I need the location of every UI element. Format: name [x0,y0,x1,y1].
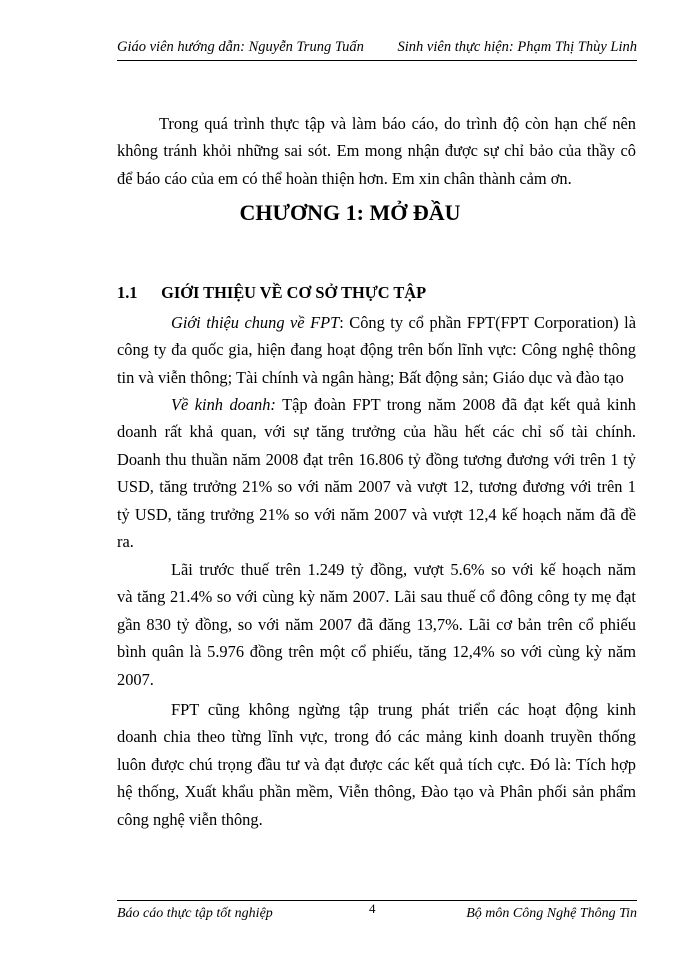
p1-line-2: công ty đa quốc gia, hiện đang hoạt động trên bốn lĩnh vực: Công nghệ thông [117,340,636,360]
section-number: 1.1 [117,283,138,302]
page-footer [117,900,637,925]
p2-line-6: ra. [117,531,134,551]
p4-line-5: công nghệ viễn thông. [117,809,263,829]
p2-line-1 [117,391,636,418]
p1-line-3: tin và viễn thông; Tài chính và ngân hàng; Bất động sản; Giáo dục và đào tạo [117,367,624,387]
section-title: GIỚI THIỆU VỀ CƠ SỞ THỰC TẬP [161,283,427,302]
footer-report-title: Báo cáo thực tập tốt nghiệp [117,906,273,921]
chapter-title: CHƯƠNG 1: MỞ ĐẦU [239,200,461,225]
p3-line-3: gần 830 tỷ đồng, so với năm 2007 đã đăng 13,7%. Lãi cơ bản trên cổ phiếu [117,614,636,634]
footer-department: Bộ môn Công Nghệ Thông Tin [466,906,637,921]
p2-label: Về kinh doanh: [171,395,276,414]
p2-line-5: tỷ USD, tăng trưởng 21% so với năm 2007 và vượt 12,4 kế hoạch năm đã đề [117,504,636,524]
paragraph-business-lines [117,696,636,833]
intro-line-2: không tránh khỏi những sai sót. Em mong nhận được sự chỉ bảo của thầy cô [117,141,636,161]
p4-line-3: luôn được chú trọng đầu tư và đạt được các kết quả tích cực. Đó là: Tích hợp [117,754,636,774]
p3-line-1: Lãi trước thuế trên 1.249 tỷ đồng, vượt 5.6% so với kế hoạch năm [171,560,636,579]
paragraph-business [117,391,636,555]
p4-line-1: FPT cũng không ngừng tập trung phát triển các hoạt động kinh [171,700,636,719]
p1-line-1 [117,309,636,336]
intro-line-1: Trong quá trình thực tập và làm báo cáo, do trình độ còn hạn chế nên [159,114,636,133]
paragraph-fpt-overview [117,309,636,391]
p3-line-5: 2007. [117,669,154,689]
p1-line-1-text: : Công ty cổ phần FPT(FPT Corporation) là [339,313,637,332]
section-heading [117,283,426,303]
p2-line-1-text: Tập đoàn FPT trong năm 2008 đã đạt kết quả kinh [275,395,636,414]
p3-line-4: bình quân là 5.976 đồng trên một cổ phiếu, tăng 12,4% so với cùng kỳ năm [117,642,636,662]
page-header [117,34,637,61]
p4-line-2: doanh chia theo từng lĩnh vực, trong đó các mảng kinh doanh truyền thống [117,727,636,747]
paragraph-profit [117,556,636,693]
header-supervisor: Giáo viên hướng dẫn: Nguyễn Trung Tuấn [117,39,364,55]
page-number: 4 [369,901,376,916]
p2-line-4: USD, tăng trưởng 21% so với năm 2007 và vượt 12, tương đương với trên 1 [117,477,636,497]
header-student: Sinh viên thực hiện: Phạm Thị Thùy Linh [397,39,637,55]
p3-line-2: và tăng 21.4% so với cùng kỳ năm 2007. Lãi sau thuế cổ đông công ty mẹ đạt [117,587,636,607]
p2-line-2: doanh rất khả quan, với sự tăng trưởng của hầu hết các chỉ số tài chính. [117,422,636,442]
intro-line-3: để báo cáo của em có thể hoàn thiện hơn. Em xin chân thành cảm ơn. [117,168,572,188]
p4-line-4: hệ thống, Xuất khẩu phần mềm, Viễn thông, Đào tạo và Phân phối sản phẩm [117,782,636,802]
intro-paragraph [117,110,636,192]
p2-line-3: Doanh thu thuần năm 2008 đạt trên 16.806 tỷ đồng tương đương với trên 1 tỷ [117,449,636,469]
p1-label: Giới thiệu chung về FPT [171,313,340,332]
